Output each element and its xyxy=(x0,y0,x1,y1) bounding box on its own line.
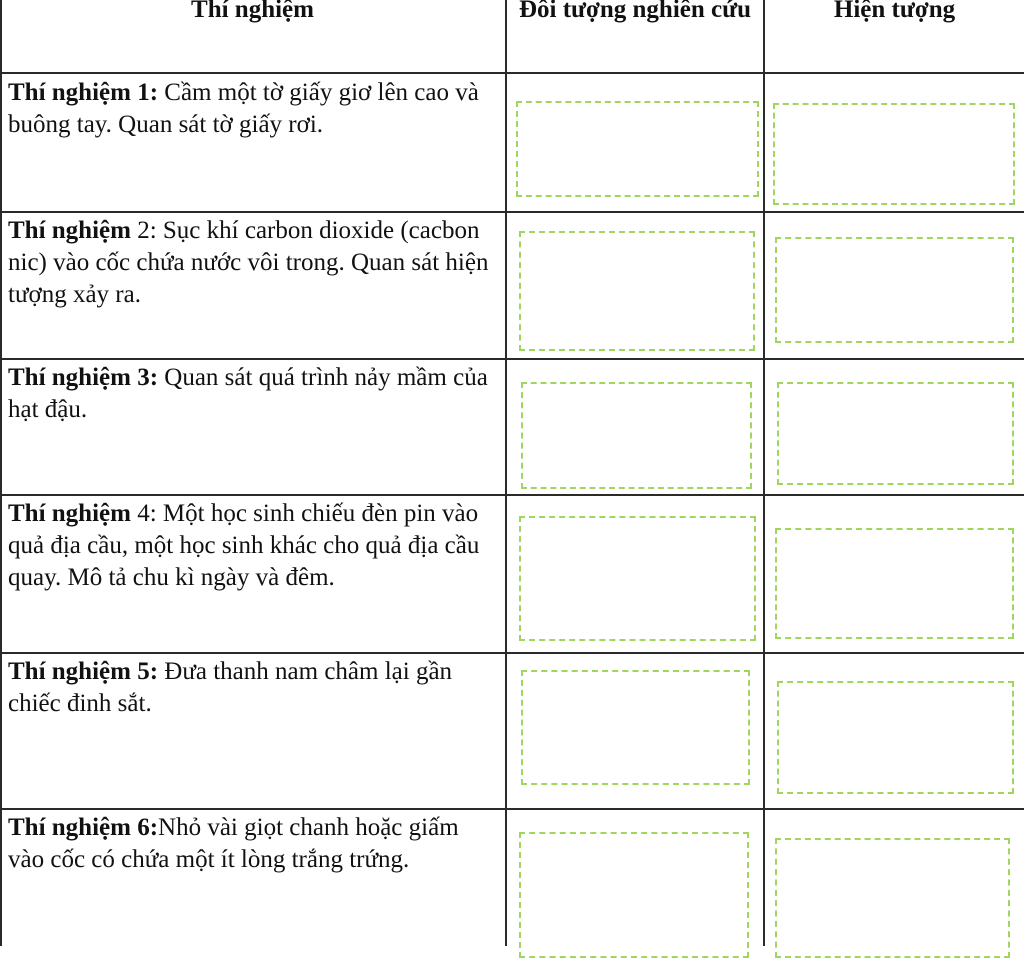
row-divider-3 xyxy=(0,494,1024,496)
subject-answer-box-3[interactable] xyxy=(521,382,752,489)
experiment-4-description: 4: Một học sinh chiếu đèn pin vào quả địa cầu, một học sinh khác cho quả địa cầu quay. Mô tả chu kì ngày và đêm. xyxy=(8,500,480,591)
header-subject: Đôi tượng nghiên cứu xyxy=(518,0,752,23)
phenomenon-answer-box-4[interactable] xyxy=(775,528,1014,639)
phenomenon-answer-box-3[interactable] xyxy=(777,382,1014,485)
row-divider-2 xyxy=(0,358,1024,360)
experiment-6-label: Thí nghiệm 6: xyxy=(8,814,159,841)
experiment-4-label: Thí nghiệm xyxy=(8,500,131,527)
experiment-5-text xyxy=(8,656,500,720)
experiment-3-label: Thí nghiệm 3: xyxy=(8,364,159,391)
experiment-3-description: Quan sát quá trình nảy mầm của hạt đậu. xyxy=(8,364,488,423)
phenomenon-answer-box-5[interactable] xyxy=(777,681,1014,794)
experiment-2-description: 2: Sục khí carbon dioxide (cacbon nic) vào cốc chứa nước vôi trong. Quan sát hiện tượng xảy ra. xyxy=(8,217,489,308)
experiment-6-description: Nhỏ vài giọt chanh hoặc giấm vào cốc có chứa một ít lòng trắng trứng. xyxy=(8,814,459,873)
subject-answer-box-2[interactable] xyxy=(519,231,755,351)
row-divider-1 xyxy=(0,211,1024,213)
phenomenon-answer-box-2[interactable] xyxy=(775,237,1014,343)
header-phenomenon: Hiện tượng xyxy=(833,0,956,23)
experiment-2-text xyxy=(8,215,500,311)
subject-answer-box-4[interactable] xyxy=(519,516,756,641)
phenomenon-answer-box-6[interactable] xyxy=(775,838,1010,958)
column-divider-2 xyxy=(763,0,765,946)
experiment-3-text xyxy=(8,362,500,426)
subject-answer-box-1[interactable] xyxy=(516,101,759,197)
row-divider-5 xyxy=(0,808,1024,810)
phenomenon-answer-box-1[interactable] xyxy=(773,103,1015,205)
experiment-5-label: Thí nghiệm 5: xyxy=(8,658,159,685)
experiment-6-text xyxy=(8,812,500,876)
experiment-1-label: Thí nghiệm 1: xyxy=(8,79,159,106)
experiment-1-description: Cầm một tờ giấy giơ lên cao và buông tay. Quan sát tờ giấy rơi. xyxy=(8,79,479,138)
subject-answer-box-5[interactable] xyxy=(521,670,750,785)
row-divider-4 xyxy=(0,652,1024,654)
experiment-1-text xyxy=(8,77,500,141)
header-divider xyxy=(0,72,1024,74)
column-divider-1 xyxy=(505,0,507,946)
experiment-5-description: Đưa thanh nam châm lại gần chiếc đinh sắt. xyxy=(8,658,453,717)
subject-answer-box-6[interactable] xyxy=(519,832,749,958)
experiment-2-label: Thí nghiệm xyxy=(8,217,131,244)
table-border-left xyxy=(0,0,2,946)
experiment-4-text xyxy=(8,498,500,594)
header-experiment: Thí nghiệm xyxy=(191,0,314,23)
